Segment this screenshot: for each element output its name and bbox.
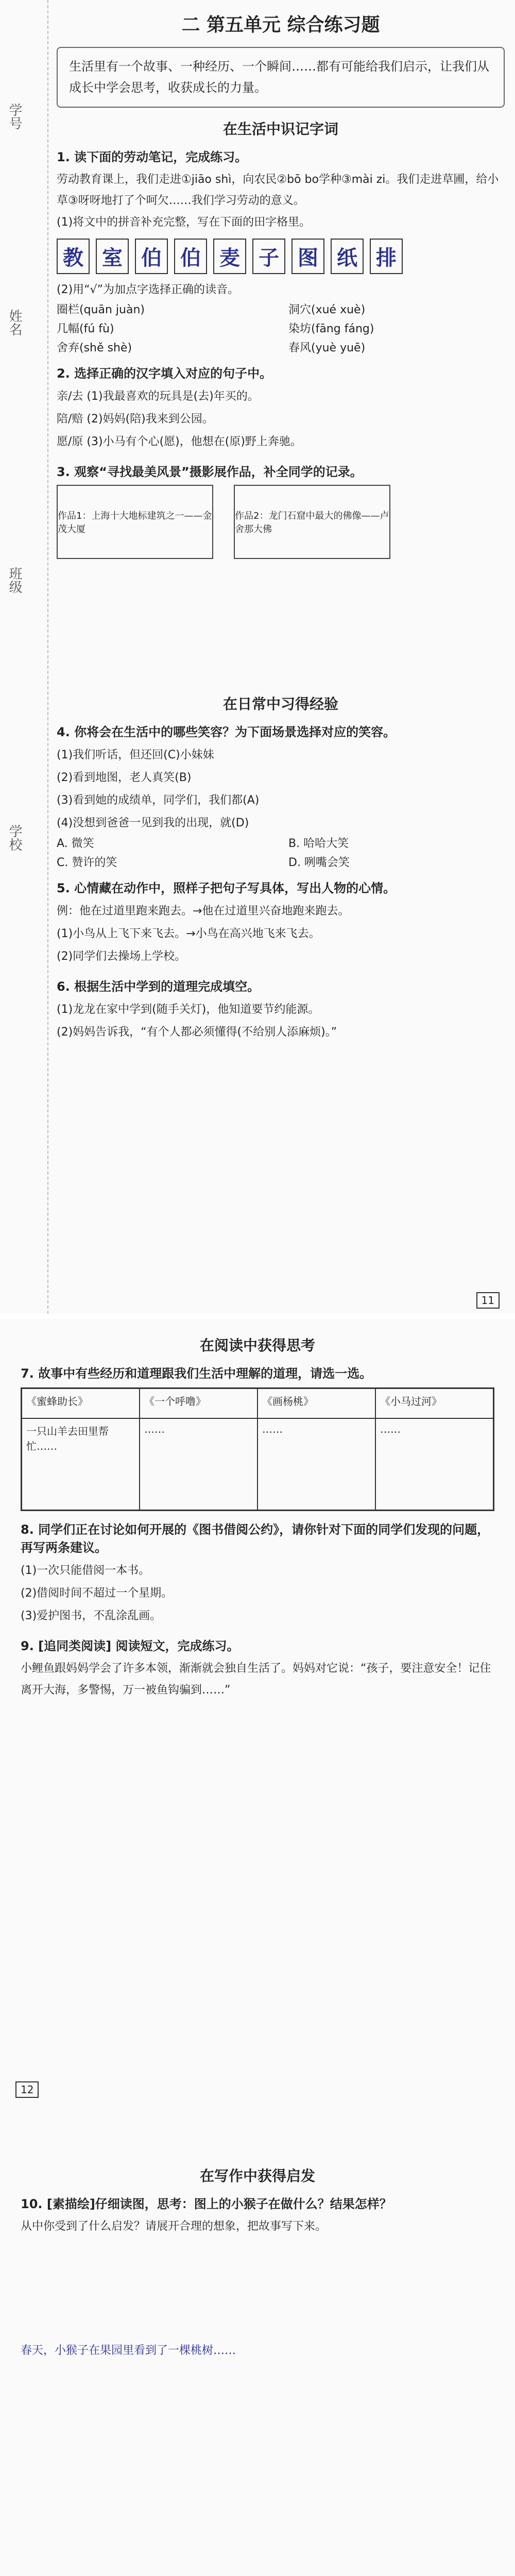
section-title-1: 在生活中识记字词 [222,120,338,138]
question-9-passage: 小鲤鱼跟妈妈学会了许多本领，渐渐就会独自生活了。妈妈对它说：“孩子，要注意安全！记住离开大海，多警惕，万一被鱼钩骗到……” [21,1662,491,1697]
question-5-item[interactable]: (2)同学们去操场上学校。 [57,950,186,963]
question-1-title: 1. 读下面的劳动笔记，完成练习。 [57,149,248,164]
question-4-item[interactable]: (1)我们听话，但还回(C)小妹妹 [57,748,214,761]
question-2-row[interactable]: 愿/原 (3)小马有个心(愿)，他想在(原)野上奔驰。 [57,435,302,448]
question-8-item[interactable]: (3)爱护图书，不乱涂乱画。 [21,1609,162,1622]
sheet-body [57,0,505,1044]
sheet-body [21,1319,494,2362]
reading-item[interactable]: 几幅(fú fù) [57,322,114,335]
question-4-title: 4. 你将会在生活中的哪些笑容？为下面场景选择对应的笑容。 [57,724,396,739]
reading-item[interactable]: 舍弃(shě shè) [57,341,132,354]
question-1-text: 劳动教育课上，我们走进①jiāo shì，向农民②bō bo学种③mài zi。我们走进草圃，给小草③呀呀地打了个呵欠……我们学习劳动的意义。 [57,173,499,208]
table-header: 《小马过河》 [375,1388,493,1418]
page-number: 11 [476,1292,500,1309]
question-8-item[interactable]: (2)借阅时间不超过一个星期。 [21,1587,173,1600]
binding-margin [0,0,48,1314]
photo-card-1: 作品1：上海十大地标建筑之一——金茂大厦 [57,485,213,559]
answer-box[interactable]: 伯 [174,239,207,274]
question-7-title: 7. 故事中有些经历和道理跟我们生活中理解的道理，请选一选。 [21,1366,372,1381]
section-title-3: 在阅读中获得思考 [199,1337,315,1354]
photo-row [57,485,505,559]
reading-item[interactable]: 染坊(fāng fáng) [288,322,374,335]
answer-box[interactable]: 麦 [213,239,246,274]
question-10-answer[interactable]: 春天，小猴子在果园里看到了一棵桃树…… [21,2344,236,2358]
choice-c: C. 赞许的笑 [57,856,117,869]
worksheet-sheet-2 [0,1319,515,2576]
section-title-4: 在写作中获得启发 [199,2167,315,2184]
answer-boxes [57,239,505,274]
reading-item[interactable]: 圈栏(quān juàn) [57,303,145,316]
question-8-title: 8. 同学们正在讨论如何开展的《图书借阅公约》，请你针对下面的同学们发现的问题，再写两条建议。 [21,1522,490,1555]
table-cell[interactable]: …… [375,1418,493,1510]
unit-title: 二 第五单元 综合练习题 [181,14,380,36]
question-5-item[interactable]: (1)小鸟从上飞下来飞去。→小鸟在高兴地飞来飞去。 [57,927,320,940]
table-cell[interactable]: …… [140,1418,258,1510]
question-4-choices [57,835,505,870]
question-1-sub1: (1)将文中的拼音补充完整，写在下面的田字格里。 [57,216,311,229]
page-number-2: 12 [15,2081,39,2098]
margin-label-banji: 班级 [7,567,22,594]
table-header: 《一个呼噜》 [140,1388,258,1418]
answer-box[interactable]: 子 [252,239,285,274]
answer-box[interactable]: 排 [370,239,403,274]
question-4-item[interactable]: (2)看到地图，老人真笑(B) [57,771,192,784]
section-title-2: 在日常中习得经验 [222,695,338,713]
photo-card-2: 作品2：龙门石窟中最大的佛像——卢舍那大佛 [234,485,390,559]
margin-label-xingming: 姓名 [7,309,22,336]
margin-label-xuehao: 学号 [7,103,22,130]
question-2-title: 2. 选择正确的汉字填入对应的句子中。 [57,366,272,381]
question-6-item[interactable]: (1)龙龙在家中学到(随手关灯)，他知道要节约能源。 [57,1003,320,1016]
answer-box[interactable]: 伯 [135,239,168,274]
table-cell[interactable]: 一只山羊去田里帮忙…… [22,1418,140,1510]
reading-item[interactable]: 洞穴(xué xuè) [288,303,366,316]
table-cell[interactable]: …… [258,1418,375,1510]
table-header: 《蜜蜂助长》 [22,1388,140,1418]
question-5-example: 例：他在过道里跑来跑去。→他在过道里兴奋地跑来跑去。 [57,904,350,918]
question-6-item[interactable]: (2)妈妈告诉我，“有个人都必须懂得(不给别人添麻烦)。” [57,1025,337,1039]
question-3-title: 3. 观察“寻找最美风景”摄影展作品，补全同学的记录。 [57,464,363,479]
choice-a: A. 微笑 [57,837,94,850]
table-header: 《画杨桃》 [258,1388,375,1418]
reading-choices [57,301,505,355]
answer-box[interactable]: 图 [291,239,324,274]
question-4-item[interactable]: (3)看到她的成绩单，同学们，我们都(A) [57,793,260,807]
intro-box: 生活里有一个故事、一种经历、一个瞬间……都有可能给我们启示，让我们从成长中学会思考，收获成长的力量。 [57,47,505,108]
question-2-row[interactable]: 亲/去 (1)我最喜欢的玩具是(去)年买的。 [57,389,259,403]
answer-box[interactable]: 教 [57,239,90,274]
question-10-title: 10. [素描绘]仔细读图，思考：图上的小猴子在做什么？结果怎样？ [21,2196,392,2211]
choice-d: D. 咧嘴会笑 [288,856,350,869]
question-1-sub2: (2)用“√”为加点字选择正确的读音。 [57,283,239,296]
question-4-item[interactable]: (4)没想到爸爸一见到我的出现，就(D) [57,816,249,829]
question-5-title: 5. 心情藏在动作中，照样子把句子写具体，写出人物的心情。 [57,880,396,895]
question-6-title: 6. 根据生活中学到的道理完成填空。 [57,979,260,994]
question-8-item[interactable]: (1)一次只能借阅一本书。 [21,1564,150,1577]
question-2-row[interactable]: 陪/赔 (2)妈妈(陪)我来到公园。 [57,412,214,426]
choice-b: B. 哈哈大笑 [288,837,349,850]
reading-item[interactable]: 春风(yuè yuē) [288,341,366,354]
margin-label-xuexiao: 学校 [7,824,22,851]
story-table [21,1387,494,1511]
answer-box[interactable]: 室 [96,239,129,274]
question-9-title: 9. [追同类阅读] 阅读短文，完成练习。 [21,1639,239,1653]
question-10-subtitle: 从中你受到了什么启发？请展开合理的想象，把故事写下来。 [21,2219,327,2233]
answer-box[interactable]: 纸 [331,239,364,274]
